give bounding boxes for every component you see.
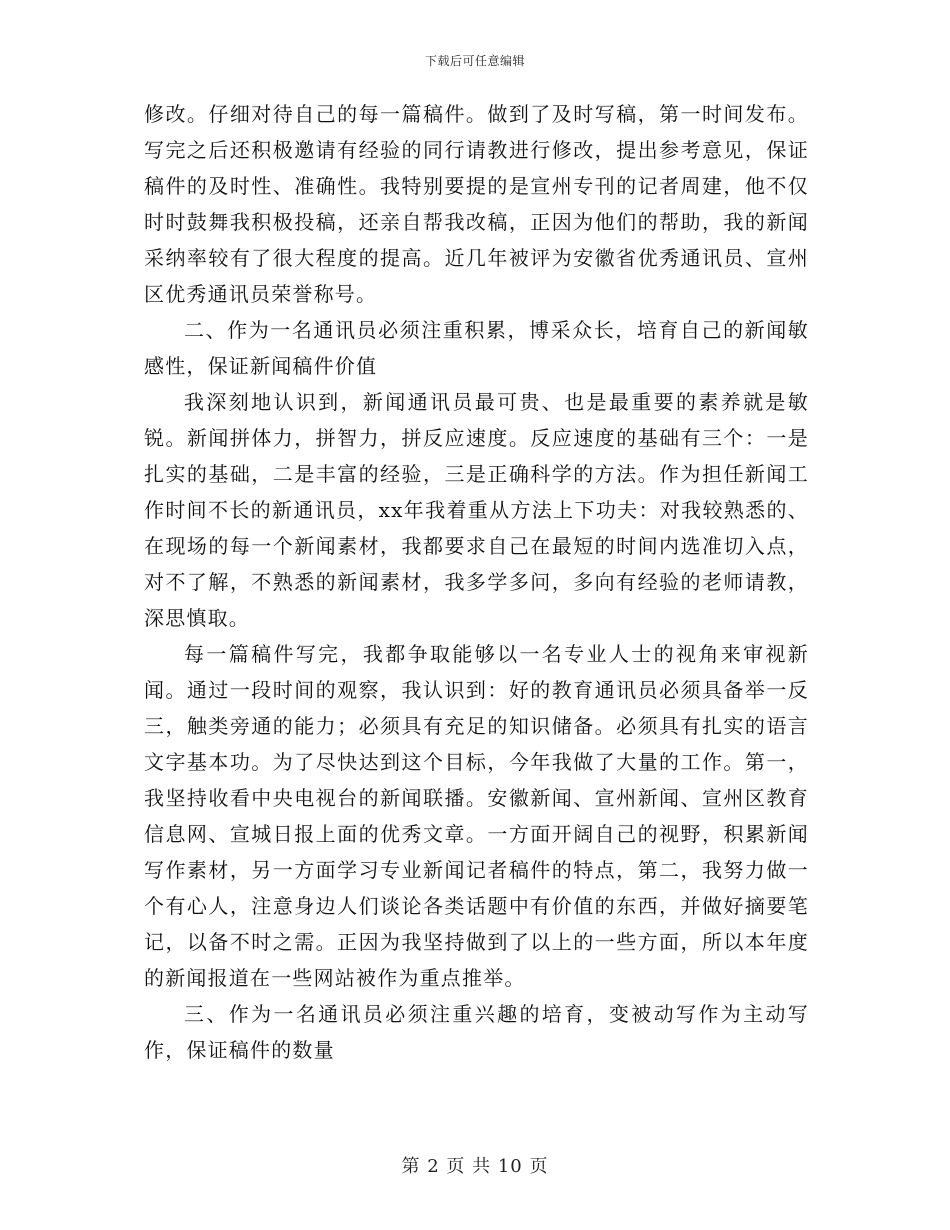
paragraph-1: 修改。仔细对待自己的每一篇稿件。做到了及时写稿，第一时间发布。写完之后还积极邀请有经验的同行请教进行修改，提出参考意见，保证稿件的及时性、准确性。我特别要提的是宣州专刊的记者周建，他不仅时时鼓舞我积极投稿，还亲自帮我改稿，正因为他们的帮助，我的新闻采纳率较有了很大程度的提高。近几年被评为安徽省优秀通讯员、宣州区优秀通讯员荣誉称号。 [144, 102, 809, 306]
page-number: 第 2 页 共 10 页 [401, 1156, 549, 1177]
paragraph-3: 我深刻地认识到，新闻通讯员最可贵、也是最重要的素养就是敏锐。新闻拼体力，拼智力，拼反应速度。反应速度的基础有三个：一是扎实的基础，二是丰富的经验，三是正确科学的方法。作为担任新闻工作时间不长的新通讯员，xx年我着重从方法上下功夫：对我较熟悉的、在现场的每一个新闻素材，我都要求自己在最短的时间内选准切入点，对不了解，不熟悉的新闻素材，我多学多问，多向有经验的老师请教，深思慎取。 [144, 390, 809, 630]
page-header: 下载后可任意编辑 [424, 54, 525, 68]
paragraph-4: 每一篇稿件写完，我都争取能够以一名专业人士的视角来审视新闻。通过一段时间的观察，我认识到：好的教育通讯员必须具备举一反三，触类旁通的能力；必须具有充足的知识储备。必须具有扎实的语言文字基本功。为了尽快达到这个目标，今年我做了大量的工作。第一，我坚持收看中央电视台的新闻联播。安徽新闻、宣州新闻、宣州区教育信息网、宣城日报上面的优秀文章。一方面开阔自己的视野，积累新闻写作素材，另一方面学习专业新闻记者稿件的特点，第二，我努力做一个有心人，注意身边人们谈论各类话题中有价值的东西，并做好摘要笔记，以备不时之需。正因为我坚持做到了以上的一些方面，所以本年度的新闻报道在一些网站被作为重点推举。 [144, 642, 809, 990]
section-heading-3: 三、作为一名通讯员必须注重兴趣的培育，变被动写作为主动写作，保证稿件的数量 [144, 1002, 809, 1062]
section-heading-2: 二、作为一名通讯员必须注重积累，博采众长，培育自己的新闻敏感性，保证新闻稿件价值 [144, 318, 809, 378]
document-body [144, 96, 809, 1068]
